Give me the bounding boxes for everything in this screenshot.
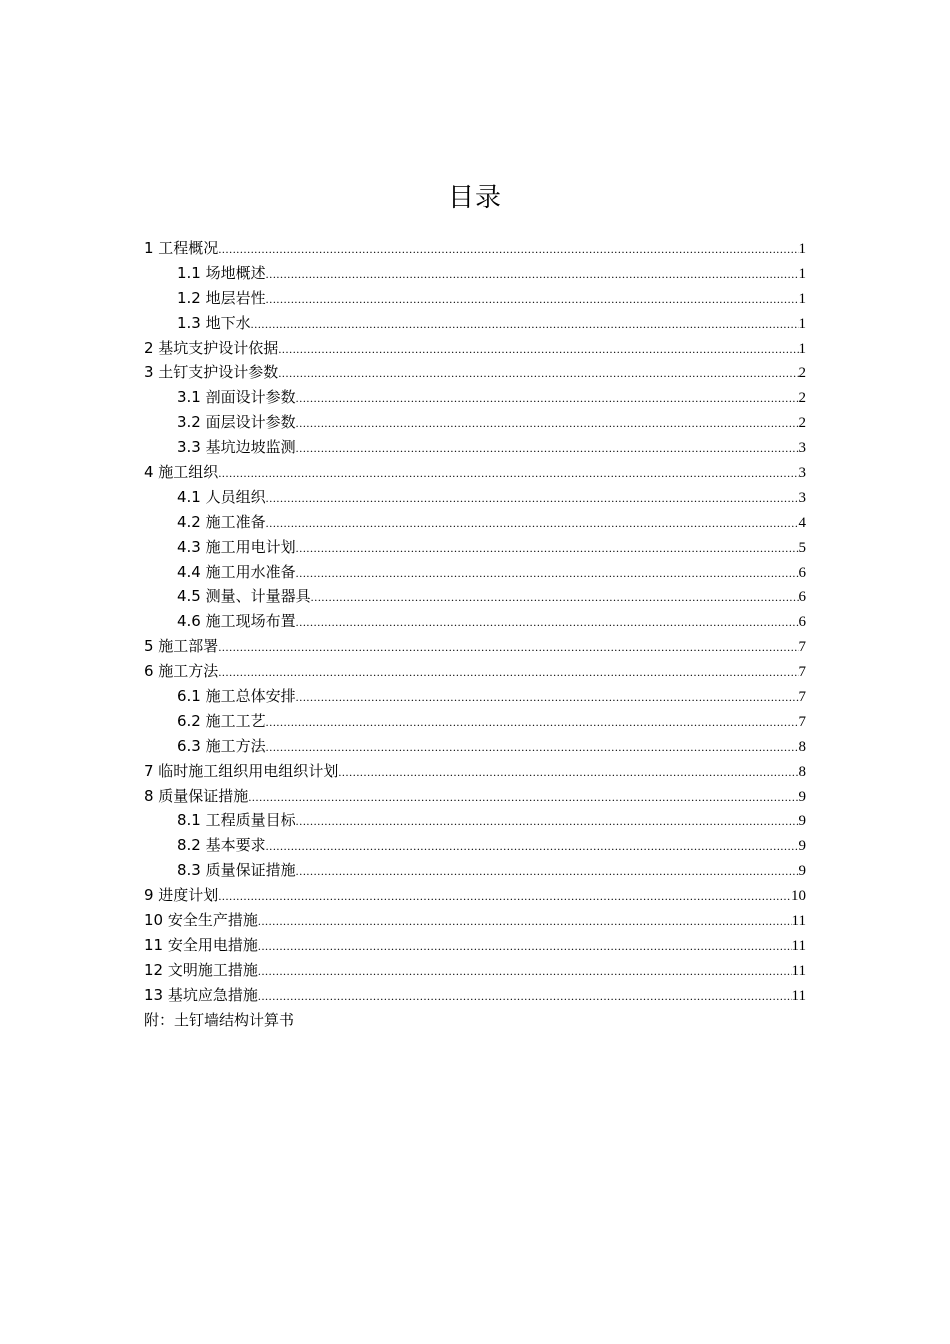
toc-entry-title: 8.2 基本要求 [177, 836, 266, 855]
toc-entry[interactable] [144, 261, 806, 286]
toc-entry-title: 3.3 基坑边坡监测 [177, 438, 296, 457]
toc-page-number: 7 [798, 689, 806, 706]
toc-page-number: 3 [798, 465, 806, 482]
toc-page-number: 2 [798, 390, 806, 407]
toc-entry-title: 11 安全用电措施 [144, 935, 258, 954]
toc-dot-leader [338, 760, 798, 785]
toc-entry[interactable] [144, 759, 806, 784]
toc-entry-title: 4.1 人员组织 [177, 487, 266, 506]
toc-page-number: 11 [791, 962, 806, 979]
toc-page-number: 7 [798, 713, 806, 730]
toc-entry[interactable] [144, 908, 806, 933]
toc-entry[interactable] [144, 609, 806, 634]
toc-entry[interactable] [144, 360, 806, 385]
toc-dot-leader [266, 735, 799, 760]
toc-dot-leader [266, 262, 799, 287]
toc-entry[interactable] [144, 684, 806, 709]
toc-dot-leader [218, 461, 798, 486]
toc-page-number: 11 [791, 913, 806, 930]
toc-page-number: 3 [798, 440, 806, 457]
toc-entry[interactable] [144, 460, 806, 485]
toc-entry-title: 12 文明施工措施 [144, 960, 258, 979]
toc-page-number: 6 [798, 589, 806, 606]
toc-entry[interactable] [144, 734, 806, 759]
toc-dot-leader [296, 685, 799, 710]
toc-entry-title: 5 施工部署 [144, 637, 219, 656]
toc-page-number: 6 [798, 564, 806, 581]
toc-entry-title: 6.2 施工工艺 [177, 711, 266, 730]
toc-entry[interactable] [144, 833, 806, 858]
toc-entry[interactable] [144, 236, 806, 261]
toc-entry[interactable] [144, 336, 806, 361]
toc-dot-leader [278, 337, 798, 362]
toc-entry-title: 6 施工方法 [144, 662, 219, 681]
toc-entry[interactable] [144, 933, 806, 958]
toc-entry[interactable] [144, 784, 806, 809]
toc-page-number: 8 [798, 763, 806, 780]
toc-dot-leader [296, 411, 799, 436]
toc-page-number: 7 [798, 664, 806, 681]
toc-entry[interactable] [144, 385, 806, 410]
toc-page-number: 10 [791, 888, 806, 905]
toc-page-number: 6 [798, 614, 806, 631]
toc-dot-leader [258, 984, 792, 1009]
toc-page-number: 4 [798, 514, 806, 531]
toc-entry-title: 4.4 施工用水准备 [177, 562, 296, 581]
toc-entry[interactable] [144, 535, 806, 560]
toc-dot-leader [251, 312, 799, 337]
appendix-note: 附：土钉墙结构计算书 [144, 1011, 295, 1029]
toc-entry[interactable] [144, 510, 806, 535]
toc-dot-leader [258, 909, 792, 934]
toc-entry-title: 3 土钉支护设计参数 [144, 363, 279, 382]
toc-dot-leader [258, 934, 792, 959]
toc-dot-leader [311, 585, 799, 610]
toc-dot-leader [218, 635, 798, 660]
toc-entry-title: 7 临时施工组织用电组织计划 [144, 761, 339, 780]
toc-page-number: 9 [798, 838, 806, 855]
toc-dot-leader [296, 561, 799, 586]
toc-page-number: 2 [798, 415, 806, 432]
toc-dot-leader [278, 361, 798, 386]
toc-dot-leader [218, 660, 798, 685]
toc-entry[interactable] [144, 485, 806, 510]
toc-entry-title: 6.3 施工方法 [177, 736, 266, 755]
toc-entry-title: 8 质量保证措施 [144, 786, 249, 805]
toc-entry[interactable] [144, 858, 806, 883]
toc-entry[interactable] [144, 286, 806, 311]
toc-entry-title: 8.3 质量保证措施 [177, 861, 296, 880]
toc-entry-title: 1.1 场地概述 [177, 263, 266, 282]
toc-page-number: 1 [798, 290, 806, 307]
toc-entry-title: 4.5 测量、计量器具 [177, 587, 311, 606]
toc-page-number: 1 [798, 315, 806, 332]
toc-page-number: 1 [798, 340, 806, 357]
toc-entry[interactable] [144, 709, 806, 734]
toc-dot-leader [266, 511, 799, 536]
toc-entry[interactable] [144, 958, 806, 983]
page-title: 目录 [447, 183, 502, 213]
toc-entry-title: 3.2 面层设计参数 [177, 413, 296, 432]
toc-entry-title: 8.1 工程质量目标 [177, 811, 296, 830]
toc-entry[interactable] [144, 560, 806, 585]
toc-entry[interactable] [144, 634, 806, 659]
toc-entry-title: 1 工程概况 [144, 239, 219, 257]
toc-page-number: 8 [798, 738, 806, 755]
toc-page-number: 3 [798, 489, 806, 506]
toc-page-number: 1 [798, 265, 806, 282]
toc-dot-leader [296, 859, 799, 884]
toc-dot-leader [296, 386, 799, 411]
toc-page-number: 5 [798, 539, 806, 556]
toc-page-number: 7 [798, 639, 806, 656]
toc-entry[interactable] [144, 659, 806, 684]
toc-dot-leader [296, 436, 799, 461]
toc-entry[interactable] [144, 808, 806, 833]
toc-entry-title: 1.2 地层岩性 [177, 288, 266, 307]
toc-dot-leader [218, 884, 791, 909]
toc-page-number: 9 [798, 788, 806, 805]
toc-entry-title: 6.1 施工总体安排 [177, 687, 296, 706]
toc-page-number: 2 [798, 365, 806, 382]
toc-entry[interactable] [144, 435, 806, 460]
toc-entry-title: 10 安全生产措施 [144, 911, 258, 930]
table-of-contents [144, 236, 806, 1008]
toc-page-number: 9 [798, 863, 806, 880]
toc-dot-leader [266, 287, 799, 312]
toc-page-number: 9 [798, 813, 806, 830]
toc-entry-title: 4.3 施工用电计划 [177, 537, 296, 556]
toc-entry[interactable] [144, 883, 806, 908]
toc-entry-title: 13 基坑应急措施 [144, 985, 258, 1004]
toc-dot-leader [248, 785, 798, 810]
toc-entry-title: 4 施工组织 [144, 463, 219, 482]
toc-page-number: 1 [798, 241, 806, 257]
toc-dot-leader [258, 959, 792, 984]
toc-dot-leader [266, 486, 799, 511]
toc-entry-title: 4.6 施工现场布置 [177, 612, 296, 631]
toc-entry-title: 3.1 剖面设计参数 [177, 388, 296, 407]
toc-dot-leader [296, 536, 799, 561]
toc-dot-leader [296, 809, 799, 834]
toc-entry[interactable] [144, 410, 806, 435]
toc-entry[interactable] [144, 584, 806, 609]
toc-dot-leader [266, 834, 799, 859]
toc-dot-leader [296, 610, 799, 635]
toc-dot-leader [266, 710, 799, 735]
toc-entry-title: 2 基坑支护设计依据 [144, 338, 279, 357]
toc-page-number: 11 [791, 937, 806, 954]
toc-entry[interactable] [144, 311, 806, 336]
toc-entry-title: 4.2 施工准备 [177, 512, 266, 531]
toc-entry-title: 1.3 地下水 [177, 313, 251, 332]
toc-entry-title: 9 进度计划 [144, 886, 219, 905]
toc-dot-leader [218, 237, 798, 262]
toc-page-number: 11 [791, 987, 806, 1004]
toc-entry[interactable] [144, 983, 806, 1008]
